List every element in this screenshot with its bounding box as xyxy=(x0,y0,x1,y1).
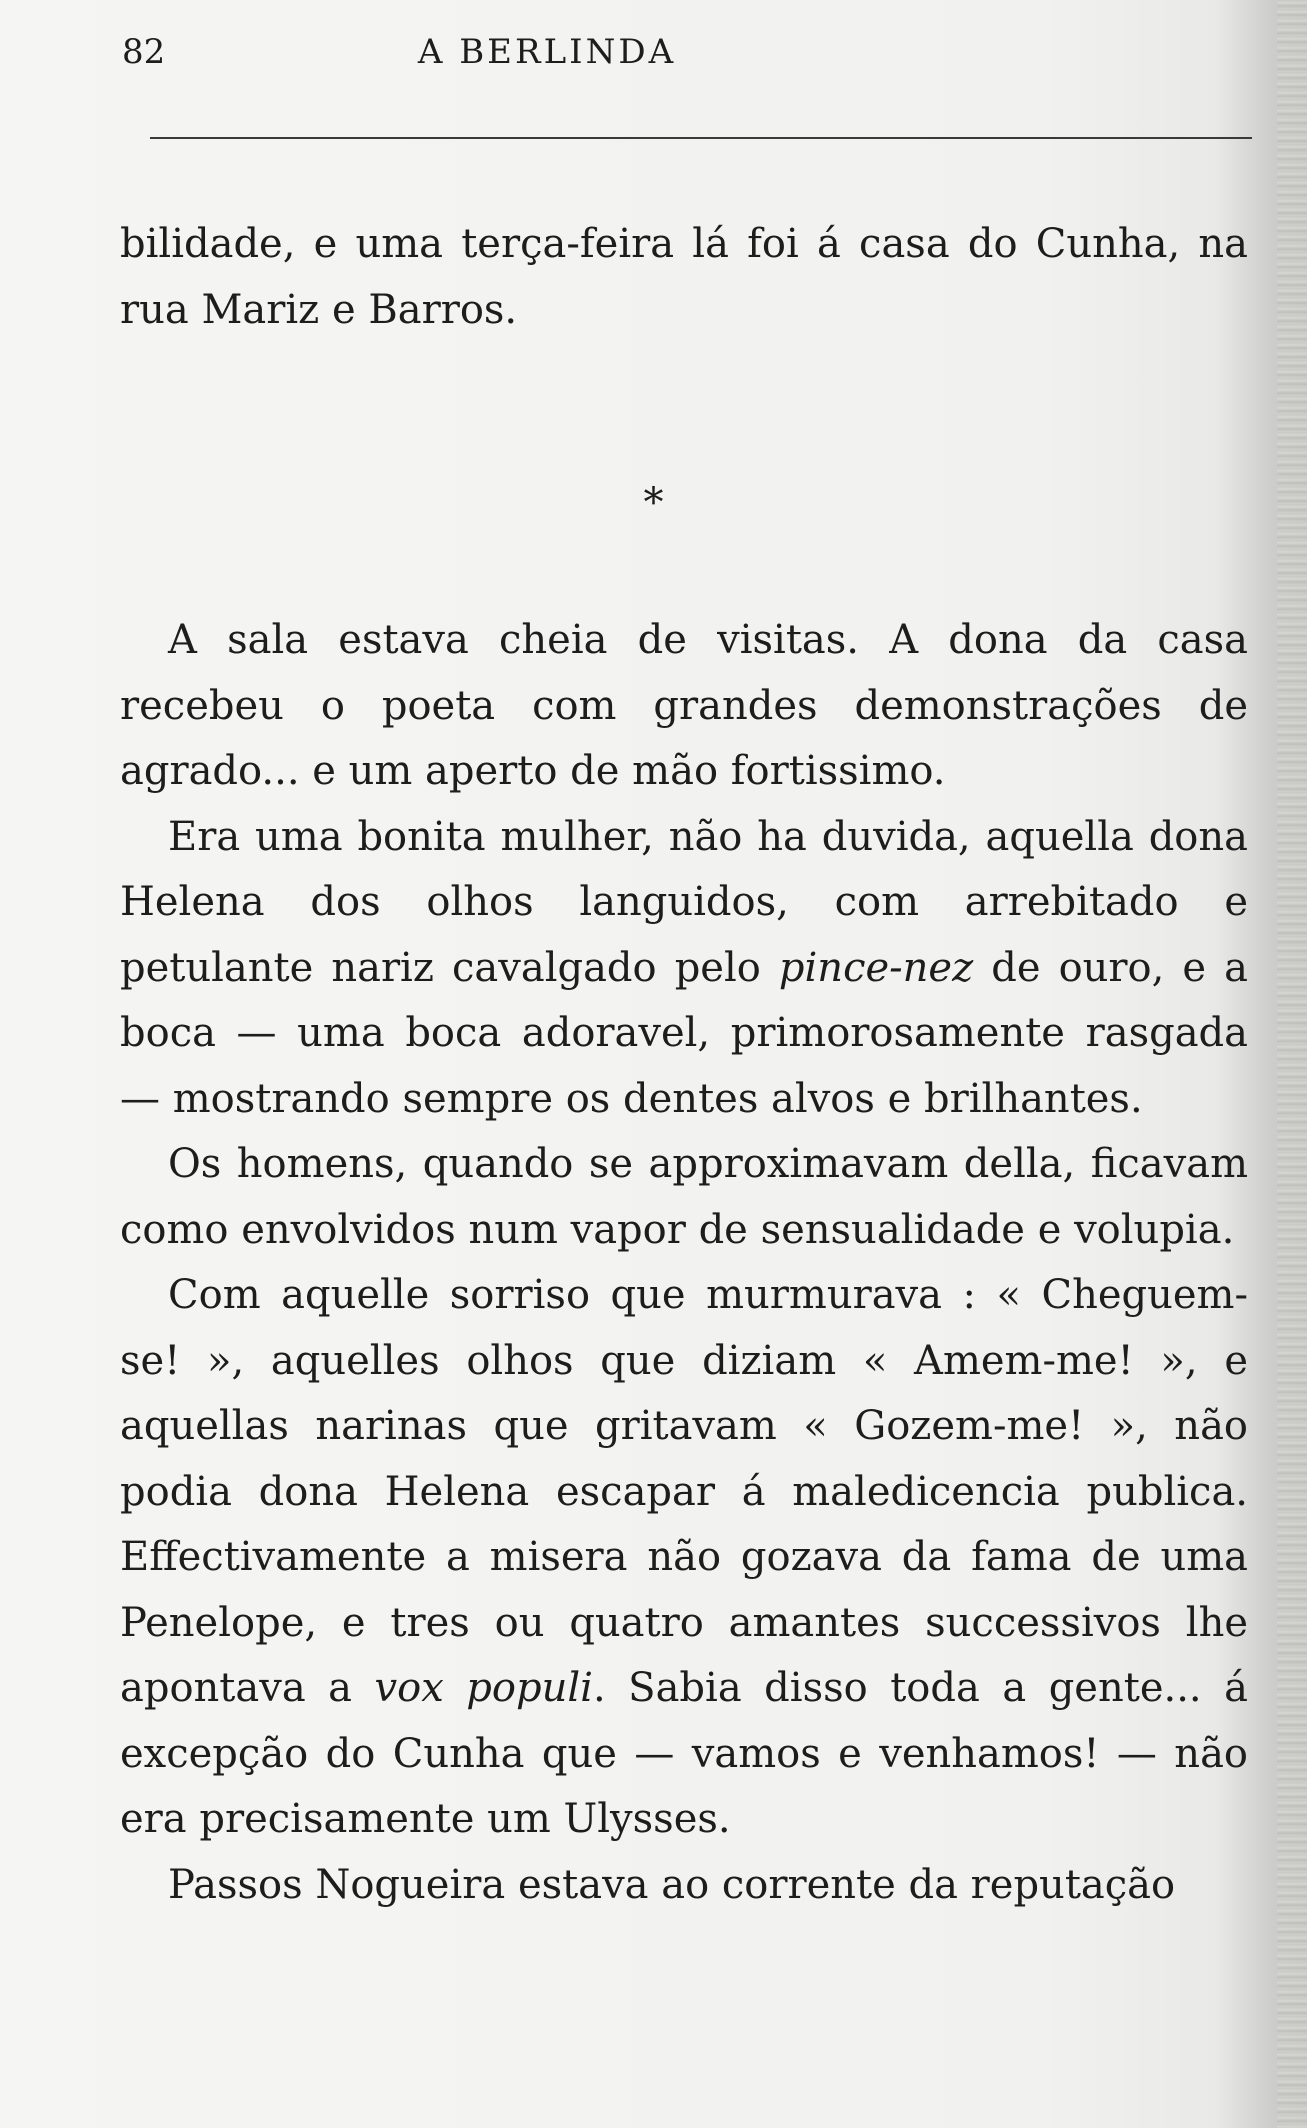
paragraph-4-italic: vox populi xyxy=(374,1665,593,1711)
body-text xyxy=(120,608,1248,1918)
paragraph-5-text: Passos Nogueira estava ao corrente da reputação xyxy=(168,1861,1176,1908)
paragraph-3 xyxy=(120,1132,1248,1263)
paragraph-2-text-a: Era uma bonita mulher, não ha duvida, aquella dona Helena dos olhos languidos, com arrebitado e petulante nariz cavalgado pelo xyxy=(120,813,1248,991)
section-separator: * xyxy=(643,480,664,526)
paragraph-1 xyxy=(120,608,1248,805)
paragraph-2-text-b: de ouro, e a boca — uma boca adoravel, primorosamente rasgada — mostrando sempre os dentes alvos e brilhantes. xyxy=(120,944,1248,1122)
paragraph-3-text: Os homens, quando se approximavam della, ficavam como envolvidos num vapor de sensualidade e volupia. xyxy=(120,1141,1248,1253)
book-title: A BERLINDA xyxy=(417,32,677,72)
paragraph-5 xyxy=(120,1853,1248,1919)
page-number: 82 xyxy=(122,32,166,72)
paragraph-4-text-a: Com aquelle sorriso que murmurava : « Cheguem-se! », aquelles olhos que diziam « Amem-me! », e aquellas narinas que gritavam « Gozem-me! », não podia dona Helena escapar á maledicencia publica. Effectivamente a misera não gozava da fama de uma Penelope, e tres ou quatro amantes successivos lhe apontava a xyxy=(120,1272,1248,1711)
opening-text xyxy=(120,212,1248,343)
paragraph-4 xyxy=(120,1263,1248,1853)
paragraph-2 xyxy=(120,805,1248,1133)
header-rule xyxy=(150,137,1252,139)
page-edge xyxy=(1277,0,1307,2128)
paragraph-1-text: A sala estava cheia de visitas. A dona da casa recebeu o poeta com grandes demonstrações de agrado... e um aperto de mão fortissimo. xyxy=(120,617,1248,794)
paragraph-continuation: bilidade, e uma terça-feira lá foi á casa do Cunha, na rua Mariz e Barros. xyxy=(120,221,1248,333)
running-head xyxy=(122,32,1252,82)
paragraph-4-text-b: . Sabia disso toda a gente... á excepção do Cunha que — vamos e venhamos! — não era precisamente um Ulysses. xyxy=(120,1665,1248,1842)
paragraph-2-italic: pince-nez xyxy=(778,944,974,991)
